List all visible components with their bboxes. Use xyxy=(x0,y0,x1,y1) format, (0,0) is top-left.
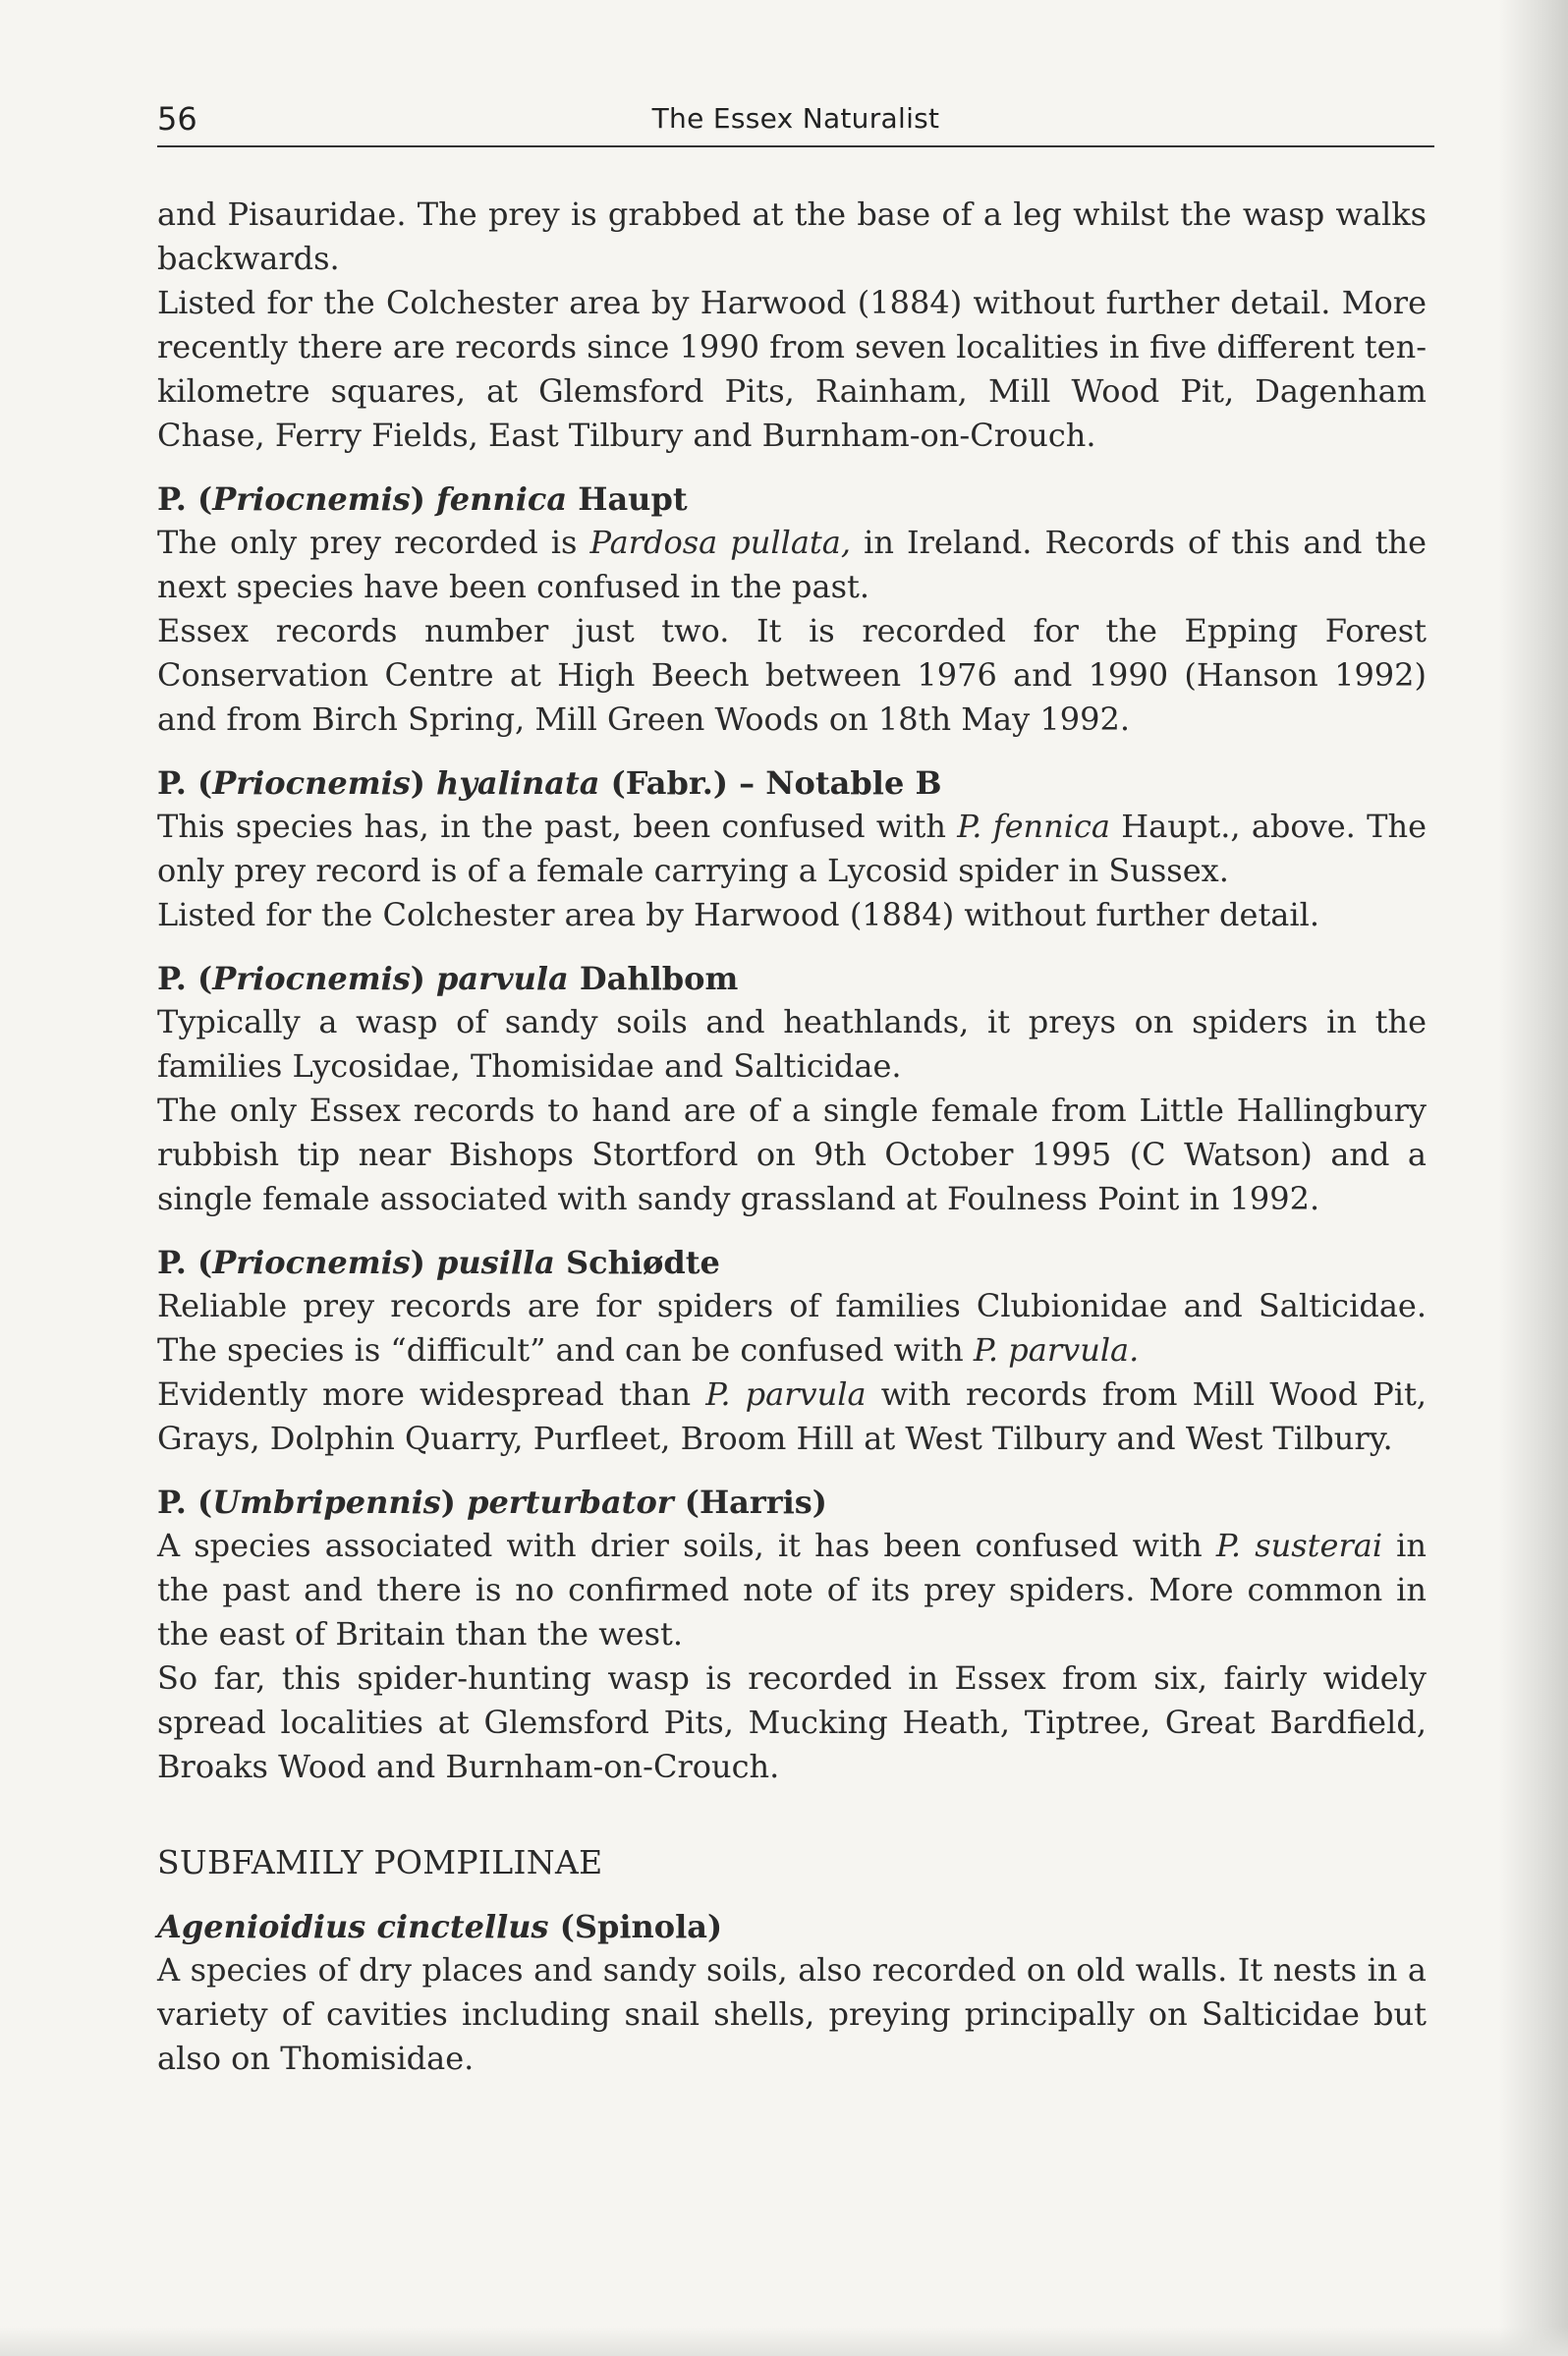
body-paragraph: Listed for the Colchester area by Harwood (1884) without further detail. More recently there are records since 1990 from seven localities in five different ten-kilometre squares, at Glemsford Pits, Rainham, Mill Wood Pit, Dagenham Chase, Ferry Fields, East Tilbury and Burnham-on-Crouch. xyxy=(157,284,1427,454)
species-heading xyxy=(157,761,1427,805)
italic-text: pusilla xyxy=(436,1244,555,1281)
italic-text: P. fennica xyxy=(957,808,1110,845)
italic-text: parvula xyxy=(436,960,569,997)
body-paragraph: So far, this spider-hunting wasp is recorded in Essex from six, fairly widely spread localities at Glemsford Pits, Mucking Heath, Tiptree, Great Bardfield, Broaks Wood and Burnham-on-Crouch. xyxy=(157,1659,1427,1785)
text-run: P. ( xyxy=(157,1484,213,1521)
italic-text: hyalinata xyxy=(436,764,600,802)
body-paragraph: and Pisauridae. The prey is grabbed at the base of a leg whilst the wasp walks backwards. xyxy=(157,196,1427,277)
body-paragraph xyxy=(157,1284,1427,1373)
text-run: ) xyxy=(410,764,437,802)
body-paragraph xyxy=(157,1373,1427,1461)
text-run: (Harris) xyxy=(673,1484,827,1521)
body-paragraph xyxy=(157,1524,1427,1656)
text-run: (Spinola) xyxy=(548,1908,723,1945)
italic-text: P. parvula xyxy=(705,1375,867,1413)
text-run: P. ( xyxy=(157,960,213,997)
species-heading xyxy=(157,1905,1427,1948)
text-run: This species has, in the past, been confused with xyxy=(157,808,958,845)
text-run: in the past and there is no confirmed note of its prey spiders. More common in the east of Britain than the west. xyxy=(157,1527,1428,1653)
italic-text: Priocnemis xyxy=(212,1244,411,1281)
italic-text: Pardosa pullata, xyxy=(589,524,852,561)
text-run: (Fabr.) – Notable B xyxy=(599,764,942,802)
body-paragraph: The only Essex records to hand are of a single female from Little Hallingbury rubbish tip near Bishops Stortford on 9th October 1995 (C Watson) and a single female associated with sandy grassland at Foulness Point in 1992. xyxy=(157,1092,1427,1217)
italic-text: Umbripennis xyxy=(212,1484,441,1521)
text-run: with records from Mill Wood Pit, Grays, Dolphin Quarry, Purfleet, Broom Hill at West Tilbury and West Tilbury. xyxy=(157,1375,1428,1457)
text-run: Evidently more widespread than xyxy=(157,1375,706,1413)
text-run: P. ( xyxy=(157,764,213,802)
text-run: The only prey recorded is xyxy=(157,524,590,561)
species-heading xyxy=(157,477,1427,521)
italic-text: P. susterai xyxy=(1215,1527,1383,1564)
page-header xyxy=(157,98,1434,147)
text-run: ) xyxy=(440,1484,468,1521)
italic-text: Priocnemis xyxy=(212,480,411,518)
species-heading xyxy=(157,1481,1427,1524)
italic-text: perturbator xyxy=(467,1484,674,1521)
text-run: Reliable prey records are for spiders of families Clubionidae and Salticidae. The species is “difficult” and can be confused with xyxy=(157,1287,1427,1369)
text-run: A species associated with drier soils, it has been confused with xyxy=(157,1527,1216,1564)
body-paragraph: Typically a wasp of sandy soils and heathlands, it preys on spiders in the families Lycosidae, Thomisidae and Salticidae. xyxy=(157,1003,1427,1085)
body-paragraph: Listed for the Colchester area by Harwood (1884) without further detail. xyxy=(157,896,1320,933)
body-paragraph xyxy=(157,805,1427,893)
body-paragraph: A species of dry places and sandy soils, also recorded on old walls. It nests in a variety of cavities including snail shells, preying principally on Salticidae but also on Thomisidae. xyxy=(157,1951,1427,2077)
text-run: ) xyxy=(410,1244,437,1281)
text-run: Haupt xyxy=(567,480,688,518)
text-run: P. ( xyxy=(157,480,213,518)
italic-text: Priocnemis xyxy=(212,960,411,997)
page-body xyxy=(157,193,1427,2081)
page-edge-shadow xyxy=(1499,0,1568,2356)
text-run: in Ireland. Records of this and the next species have been confused in the past. xyxy=(157,524,1428,605)
italic-text: Agenioidius cinctellus xyxy=(157,1908,549,1945)
italic-text: P. parvula. xyxy=(973,1331,1140,1369)
page-bottom-shadow xyxy=(0,2327,1568,2356)
species-heading xyxy=(157,1241,1427,1284)
body-paragraph: Essex records number just two. It is recorded for the Epping Forest Conservation Centre at High Beech between 1976 and 1990 (Hanson 1992) and from Birch Spring, Mill Green Woods on 18th May 1992. xyxy=(157,612,1427,738)
text-run: Schiødte xyxy=(554,1244,720,1281)
section-title: SUBFAMILY POMPILINAE xyxy=(157,1843,603,1881)
text-run: P. ( xyxy=(157,1244,213,1281)
italic-text: Priocnemis xyxy=(212,764,411,802)
text-run: ) xyxy=(410,480,437,518)
text-run: Haupt., above. The only prey record is of a female carrying a Lycosid spider in Sussex. xyxy=(157,808,1428,889)
text-run: ) xyxy=(410,960,437,997)
italic-text: fennica xyxy=(436,480,568,518)
body-paragraph xyxy=(157,521,1427,609)
text-run: Dahlbom xyxy=(568,960,739,997)
species-heading xyxy=(157,957,1427,1000)
running-head: The Essex Naturalist xyxy=(651,102,940,135)
page-number: 56 xyxy=(157,100,197,138)
